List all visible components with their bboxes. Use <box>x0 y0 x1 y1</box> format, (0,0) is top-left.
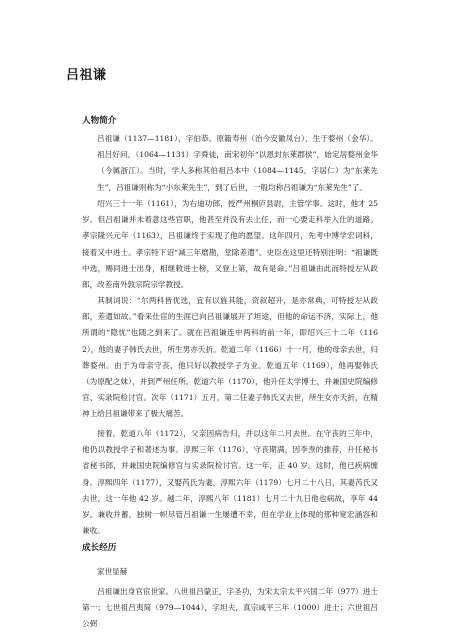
section-heading-bio: 人物简介 <box>82 116 117 126</box>
bio-paragraph-2: 绍兴三十一年（1161），为右迪功郎，授严州桐庐县尉，主管学事。这时，他才 25 岁。但吕祖谦并未着意这些官职，他甚至并没有去上任，而一心要走科举入仕的道路。孝宗隆兴元年（1163），吕祖谦终于实现了他的愿望。这年四月，先考中博学宏词科，接着又中进士。孝宗特下诏“减三年磨勘，堂除差遣”。史臣在这里还特别注明：“祖谦既中选，赐同进士出身，相继敕进士榜，又登上第，故有是命。”吕祖谦由此而特授左从政郎，改差南外敦宗院宗学教授。 <box>82 199 378 290</box>
bio-paragraph-3: 其制词说：“尔两科皆优选，宜有以旌其能，资叙超升，是亦常典，可特授左从政郎，差遣如故。”看来仕宦的生涯已向吕祖谦展开了坦途，但他的命运不济，实际上，他所谓的“隐忧”也随之到来了。就在吕祖谦连中两科的前一年，即绍兴三十二年（1162），他的妻子韩氏去世，所生男亦夭折。乾道二年（1166）十一月，他的母亲去世，归葬婺州。由于为母亲守丧，他只好以教授学子为业。乾道五年（1169），他再娶韩氏（为原配之妹），并到严州任所。乾道六年（1170），他升任太学博士，并兼国史院编修官、实录院检讨官。次年（1171）五月，第二任妻子韩氏又去世，所生女亦夭折，在精神上给吕祖谦带来了极大痛苦。 <box>82 296 378 419</box>
bio-paragraph-1: 吕祖谦（1137—1181），字伯恭。原籍寿州（治今安徽凤台），生于婺州（金华）。祖吕好问，（1064—1131）字舜徒，南宋初年“以恩封东莱郡侯”，始定居婺州金华（今属浙江）。当时，学人多称其伯祖吕本中（1084—1145，字居仁）为“东莱先生”，吕祖谦则称为“小东莱先生”，到了后世，一般均称吕祖谦为“东莱先生”了。 <box>97 134 378 192</box>
career-paragraph-1: 吕祖谦出身官宦世家。八世祖吕蒙正，字圣功，为宋太宗太平兴国二年（977）进士第一；七世祖吕夷简（979—1044），字坦夫，真宗咸平三年（1000）进士；六世祖吕公弼 <box>82 587 378 629</box>
document-title: 吕祖谦 <box>66 68 107 83</box>
subsection-heading-family: 家世显赫 <box>97 567 128 576</box>
section-heading-career: 成长经历 <box>82 543 117 553</box>
bio-paragraph-4: 接着，乾道八年（1172），父亲因病告归，并以这年二月去世。在守丧的三年中，他仍以教授学子和著述为事。淳熙三年（1176），守丧期满，因李焘的推荐，升任秘书省秘书郎，并兼国史院编修官与实录院检讨官。这一年，正 40 岁。这时，他已疾病缠身。淳熙四年（1177），又娶芮氏为妻，淳熙六年（1179）七月二十八日，其妻芮氏又去世，这一年他 42 岁。越二年，淳熙八年（1181）七月二十九日他也病故，享年 44 岁。兼收并蓄，独树一帜尽管吕祖谦一生屡遭不幸，但在学业上体现的那种宽宏涵容和兼收。 <box>82 429 378 536</box>
